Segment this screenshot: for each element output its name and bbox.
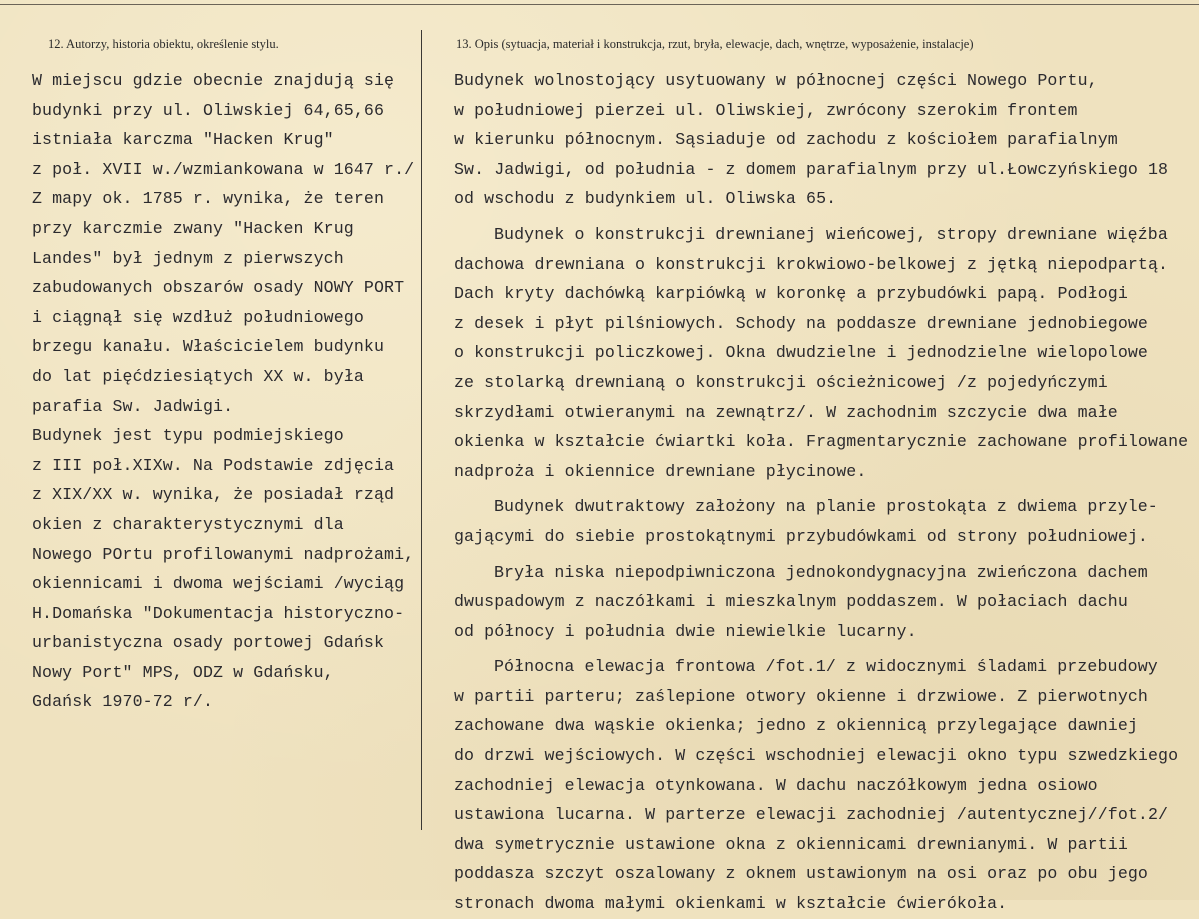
text-line: zabudowanych obszarów osady NOWY PORT — [32, 278, 405, 298]
text-line: poddasza szczyt oszalowany z oknem ustawionym na osi oraz po obu jego — [454, 864, 1148, 884]
text-line: od północy i południa dwie niewielkie lucarny. — [454, 621, 917, 641]
column-divider — [421, 30, 422, 830]
paragraph-start-line: Bryła niska niepodpiwniczona jednokondygnacyjna zwieńczona dachem — [494, 562, 1148, 582]
text-line: dwa symetrycznie ustawione okna z okiennicami drewnianymi. W partii — [454, 834, 1128, 854]
text-line: Landes" był jednym z pierwszych — [32, 248, 344, 268]
text-line: W miejscu gdzie obecnie znajdują się — [32, 71, 395, 90]
text-line: nadproża i okiennice drewniane płycinowe. — [454, 461, 867, 481]
text-line: z poł. XVII w./wzmiankowana w 1647 r./ — [32, 159, 415, 179]
text-line: do lat pięćdziesiątych XX w. była — [32, 366, 364, 386]
text-line: Gdańsk 1970-72 r/. — [32, 692, 214, 712]
text-line: Sw. Jadwigi, od południa - z domem parafialnym przy ul.Łowczyńskiego 18 — [454, 159, 1169, 179]
text-line: stronach dwoma małymi okienkami w kształcie ćwierókoła. — [454, 894, 1008, 914]
text-line: ze stolarką drewnianą o konstrukcji ościeżnicowej /z pojedyńczymi — [454, 372, 1108, 392]
text-line: Z mapy ok. 1785 r. wynika, że teren — [32, 189, 385, 209]
text-line: z III poł.XIXw. Na Podstawie zdjęcia — [32, 455, 395, 475]
text-line: ustawiona lucarna. W parterze elewacji zachodniej /autentycznej//fot.2/ — [454, 805, 1169, 825]
text-line: z desek i płyt pilśniowych. Schody na poddasze drewniane jednobiegowe — [454, 313, 1148, 333]
text-line: budynki przy ul. Oliwskiej 64,65,66 — [32, 100, 385, 120]
text-line: przy karczmie zwany "Hacken Krug — [32, 218, 354, 238]
text-line: od wschodu z budynkiem ul. Oliwska 65. — [454, 189, 837, 209]
text-line: w kierunku północnym. Sąsiaduje od zachodu z kościołem parafialnym — [454, 130, 1118, 150]
paragraph-start-line: Budynek o konstrukcji drewnianej wieńcowej, stropy drewniane więźba — [494, 224, 1168, 244]
text-line: okienka w kształcie ćwiartki koła. Fragmentarycznie zachowane profilowane — [454, 432, 1189, 452]
text-line: okien z charakterystycznymi dla — [32, 514, 344, 534]
history-column — [32, 66, 414, 717]
text-line: zachowane dwa wąskie okienka; jedno z okiennicą przylegające dawniej — [454, 716, 1138, 736]
text-line: dachowa drewniana o konstrukcji krokwiowo-belkowej z jętką niepodpartą. — [454, 254, 1169, 274]
top-edge-rule — [0, 4, 1199, 5]
text-line: Nowy Port" MPS, ODZ w Gdańsku, — [32, 662, 334, 682]
text-line: Nowego POrtu profilowanymi nadprożami, — [32, 544, 415, 564]
text-line: H.Domańska "Dokumentacja historyczno- — [32, 603, 405, 623]
paragraph-start-line: Budynek dwutraktowy założony na planie prostokąta z dwiema przyle- — [494, 497, 1158, 517]
description-column — [454, 66, 1188, 919]
text-line: gającymi do siebie prostokątnymi przybudówkami od strony południowej. — [454, 526, 1148, 546]
text-line: okiennicami i dwoma wejściami /wyciąg — [32, 574, 405, 594]
text-line: i ciągnął się wzdłuż południowego — [32, 307, 364, 327]
text-line: do drzwi wejściowych. W części wschodniej elewacji okno typu szwedzkiego — [454, 746, 1179, 766]
paragraph-start-line: Północna elewacja frontowa /fot.1/ z widocznymi śladami przebudowy — [494, 657, 1158, 677]
section-13-heading: 13. Opis (sytuacja, materiał i konstrukcja, rzut, bryła, elewacje, dach, wnętrze, wyposażenie, instalacje) — [456, 37, 974, 51]
text-line: w południowej pierzei ul. Oliwskiej, zwrócony szerokim frontem — [454, 100, 1078, 120]
text-line: Budynek wolnostojący usytuowany w północnej części Nowego Portu, — [454, 71, 1098, 90]
text-line: istniała karczma "Hacken Krug" — [32, 130, 334, 150]
section-12-heading: 12. Autorzy, historia obiektu, określenie stylu. — [48, 37, 279, 51]
text-line: w partii parteru; zaślepione otwory okienne i drzwiowe. Z pierwotnych — [454, 686, 1148, 706]
text-line: urbanistyczna osady portowej Gdańsk — [32, 633, 385, 653]
text-line: Budynek jest typu podmiejskiego — [32, 426, 344, 446]
text-line: zachodniej elewacja otynkowana. W dachu naczółkowym jedna osiowo — [454, 775, 1098, 795]
text-line: brzegu kanału. Właścicielem budynku — [32, 337, 385, 357]
text-line: dwuspadowym z naczółkami i mieszkalnym poddaszem. W połaciach dachu — [454, 592, 1128, 612]
text-line: o konstrukcji policzkowej. Okna dwudzielne i jednodzielne wielopolowe — [454, 343, 1148, 363]
text-line: Dach kryty dachówką karpiówką w koronkę a przybudówki papą. Podłogi — [454, 284, 1128, 304]
text-line: parafia Sw. Jadwigi. — [32, 396, 234, 416]
text-line: z XIX/XX w. wynika, że posiadał rząd — [32, 485, 395, 505]
text-line: skrzydłami otwieranymi na zewnątrz/. W zachodnim szczycie dwa małe — [454, 402, 1118, 422]
